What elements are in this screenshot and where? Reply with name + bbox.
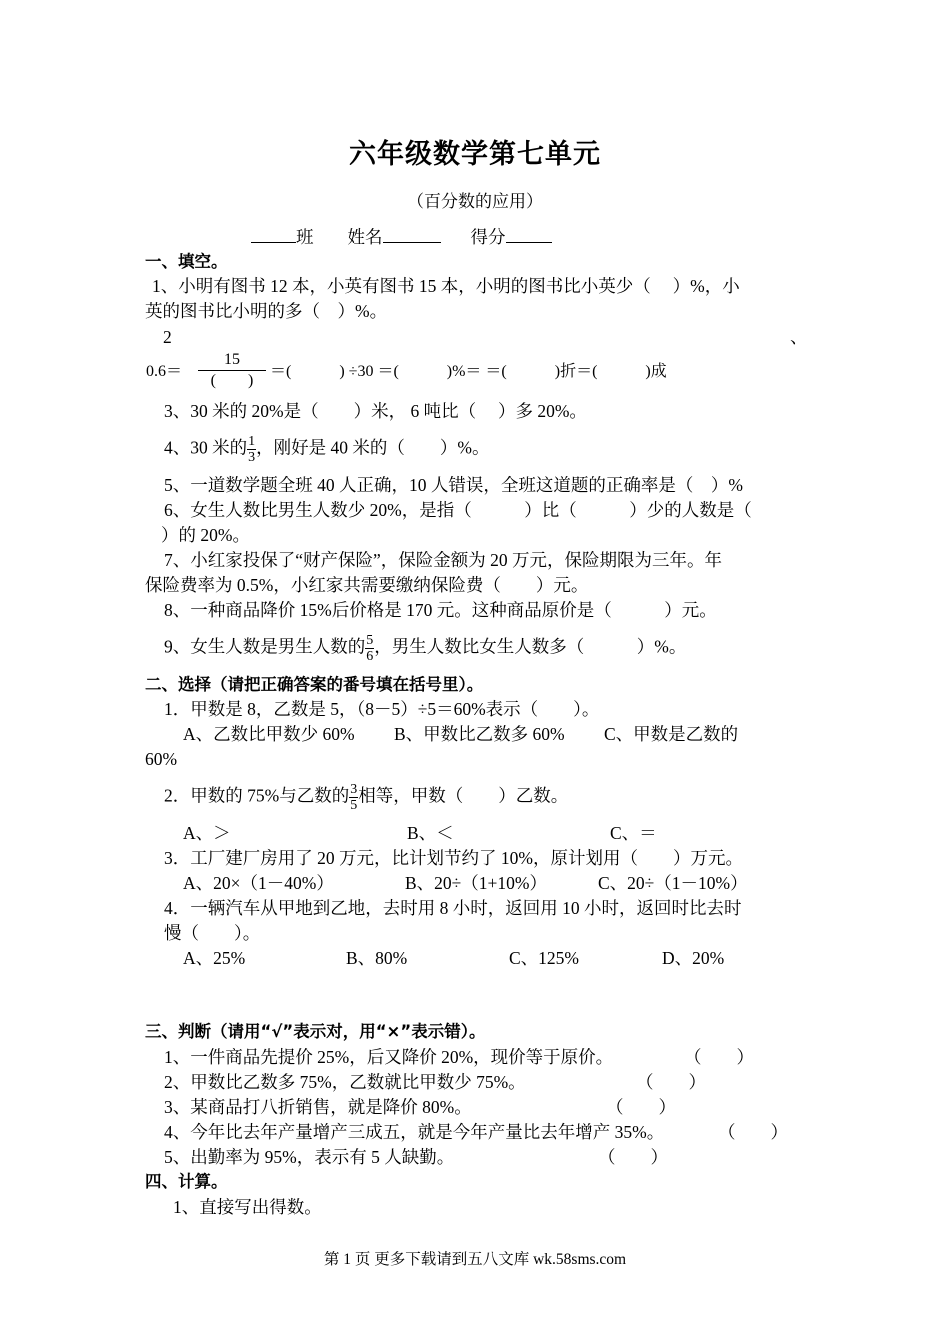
s2-q3-option-b: B、20÷（1+10%） — [405, 873, 547, 893]
s3-q2: 2、甲数比乙数多 75%，乙数就比甲数少 75%。 — [164, 1072, 526, 1092]
page-subtitle: （百分数的应用） — [407, 192, 543, 211]
s4-q1: 1、直接写出得数。 — [173, 1197, 322, 1217]
s2-q2-frac-n: 3 — [350, 782, 358, 797]
s2-q2-text-a: 2．甲数的 75%与乙数的 — [164, 785, 350, 806]
s1-q3: 3、30 米的 20%是（ ）米， 6 吨比（ ）多 20%。 — [164, 401, 587, 421]
s3-q4: 4、今年比去年产量增产三成五，就是今年产量比去年增产 35%。 — [164, 1122, 665, 1142]
s1-q6-line2: ）的 20%。 — [161, 525, 250, 545]
s2-q1-options: A、乙数比甲数少 60% B、甲数比乙数多 60% C、甲数是乙数的 — [183, 724, 739, 744]
score-blank[interactable] — [506, 226, 552, 243]
s2-q1-options-cont: 60% — [145, 749, 178, 769]
s3-q1-paren[interactable]: （ ） — [684, 1047, 754, 1067]
page-footer: 第 1 页 更多下载请到五八文库 wk.58sms.com — [323, 1251, 627, 1268]
class-label: 班 — [296, 227, 314, 247]
s2-q3: 3．工厂建厂房用了 20 万元，比计划节约了 10%，原计划用（ ）万元。 — [164, 848, 743, 868]
s3-q3: 3、某商品打八折销售，就是降价 80%。 — [164, 1097, 472, 1117]
s1-q2-number: 2 — [163, 327, 172, 347]
s2-q4-line1: 4．一辆汽车从甲地到乙地，去时用 8 小时，返回用 10 小时，返回时比去时 — [164, 898, 742, 918]
s2-q3-option-a: A、20×（1－40%） — [183, 873, 334, 893]
s1-q2-frac-top: 15 — [198, 350, 266, 371]
s1-q2-mark: 、 — [790, 327, 808, 347]
s1-q9-frac-n: 5 — [366, 633, 374, 648]
s1-q2-left: 0.6＝ — [146, 363, 183, 380]
page-title: 六年级数学第七单元 — [349, 139, 601, 170]
section3-heading: 三、判断（请用“√”表示对，用“×”表示错）。 — [145, 1022, 486, 1041]
s1-q7-line2: 保险费率为 0.5%，小红家共需要缴纳保险费（ ）元。 — [145, 575, 589, 595]
s2-q1: 1．甲数是 8，乙数是 5，（8－5）÷5＝60%表示（ ）。 — [164, 699, 600, 719]
s2-q4-option-b: B、80% — [346, 948, 408, 968]
s1-q9-text-a: 9、女生人数是男生人数的 — [164, 636, 366, 657]
s3-q4-paren[interactable]: （ ） — [718, 1122, 788, 1142]
s3-q5: 5、出勤率为 95%，表示有 5 人缺勤。 — [164, 1147, 455, 1167]
s2-q4-option-a: A、25% — [183, 948, 246, 968]
section2-heading: 二、选择（请把正确答案的番号填在括号里）。 — [145, 675, 484, 694]
score-label: 得分 — [470, 227, 506, 247]
s1-q4-text-a: 4、30 米的 — [164, 437, 248, 458]
s1-q9-frac-d: 6 — [366, 649, 374, 664]
s2-q2-option-a: A、＞ — [183, 823, 231, 843]
s1-q1-line1: 1、小明有图书 12 本，小英有图书 15 本，小明的图书比小英少（ ）%，小 — [152, 276, 740, 296]
s2-q2-option-c: C、＝ — [610, 823, 657, 843]
s1-q4-fraction — [247, 434, 256, 465]
s2-q2-fraction — [349, 782, 358, 813]
s3-q1: 1、一件商品先提价 25%，后又降价 20%，现价等于原价。 — [164, 1047, 614, 1067]
section1-heading: 一、填空。 — [145, 252, 228, 271]
s1-q2-right: ＝( ) ÷30 ＝( )%＝ ＝( )折＝( )成 — [270, 363, 667, 380]
s1-q9 — [164, 633, 686, 664]
s3-q3-paren[interactable]: （ ） — [606, 1097, 676, 1117]
s1-q4-frac-d: 3 — [248, 450, 256, 465]
section4-heading: 四、计算。 — [145, 1172, 228, 1191]
s2-q4-line2: 慢（ ）。 — [164, 923, 261, 943]
s1-q2-frac-bottom: ( ) — [210, 372, 254, 389]
s2-q4-option-c: C、125% — [509, 948, 579, 968]
s1-q9-fraction — [365, 633, 374, 664]
s1-q8: 8、一种商品降价 15%后价格是 170 元。这种商品原价是（ ）元。 — [164, 600, 717, 620]
s1-q4-frac-n: 1 — [248, 434, 256, 449]
s3-q2-paren[interactable]: （ ） — [636, 1072, 706, 1092]
s1-q7-line1: 7、小红家投保了“财产保险”，保险金额为 20 万元，保险期限为三年。年 — [164, 550, 723, 570]
s1-q5: 5、一道数学题全班 40 人正确，10 人错误，全班这道题的正确率是（ ）% — [164, 475, 743, 495]
s3-q5-paren[interactable]: （ ） — [598, 1147, 668, 1167]
s2-q4-option-d: D、20% — [662, 948, 725, 968]
s1-q4 — [164, 434, 489, 465]
class-blank[interactable] — [251, 226, 296, 243]
s1-q2-fraction — [198, 350, 266, 391]
name-blank[interactable] — [383, 226, 441, 243]
s1-q9-text-b: ，男生人数比女生人数多（ ）%。 — [374, 636, 687, 657]
s1-q6-line1: 6、女生人数比男生人数少 20%，是指（ ）比（ ）少的人数是（ — [164, 500, 752, 520]
s2-q3-option-c: C、20÷（1－10%） — [598, 873, 748, 893]
student-info-row — [251, 226, 552, 248]
s2-q2-text-b: 相等，甲数（ ）乙数。 — [358, 785, 569, 806]
s2-q2-option-b: B、＜ — [407, 823, 454, 843]
name-label: 姓名 — [347, 227, 383, 247]
s1-q1-line2: 英的图书比小明的多（ ）%。 — [145, 301, 388, 321]
s2-q2 — [164, 782, 568, 813]
s2-q2-frac-d: 5 — [350, 798, 358, 813]
s1-q4-text-b: ，刚好是 40 米的（ ）%。 — [256, 437, 490, 458]
